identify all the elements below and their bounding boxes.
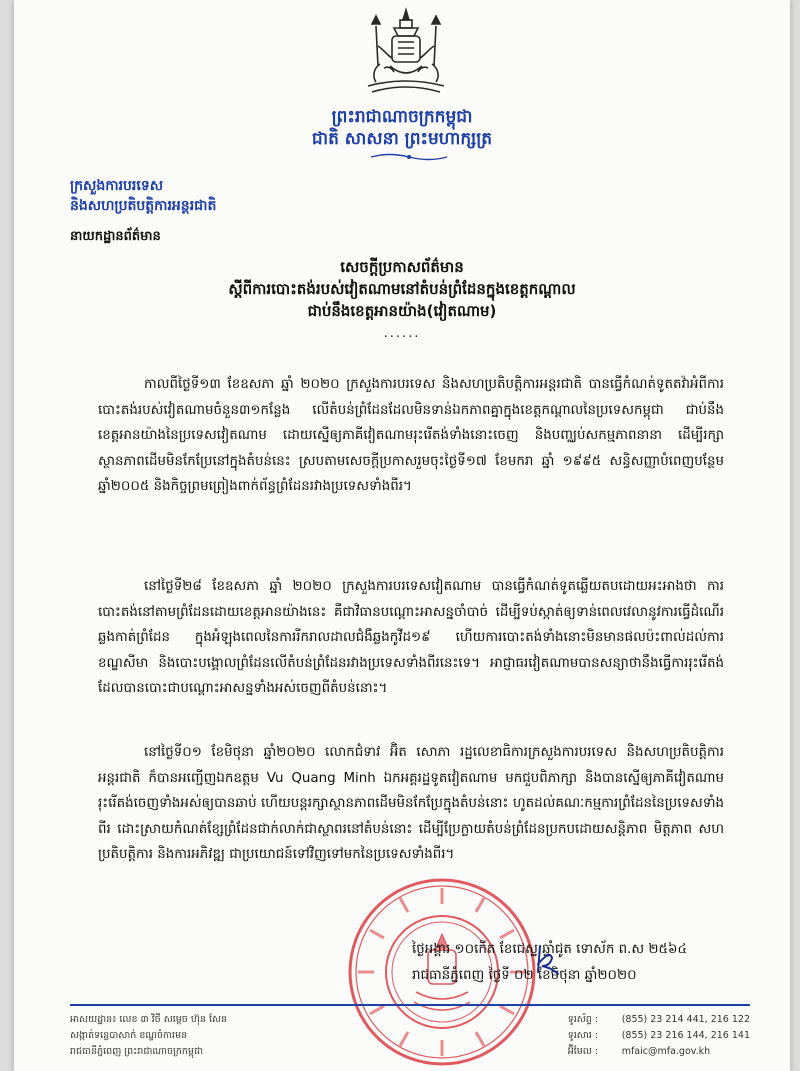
address-line-1: អាសយដ្ឋាន៖ លេខ ៣ វិថី សម្តេច ហ៊ុន សែន	[70, 1014, 228, 1025]
fax-row	[568, 1028, 750, 1044]
ministry-name-line2: និងសហប្រតិបត្តិការអន្តរជាតិ	[70, 198, 217, 214]
email-value: mfaic@mfa.gov.kh	[621, 1046, 711, 1057]
fax-label: ទូរសារ :	[567, 1030, 599, 1041]
address-line-2: សង្កាត់ទន្លេបាសាក់ ខណ្ឌចំការមន	[70, 1030, 188, 1041]
department-name: នាយកដ្ឋានព័ត៌មាន	[70, 229, 161, 244]
body-paragraph-2: នៅថ្ងៃទី២៨ ខែឧសភា ឆ្នាំ ២០២០ ក្រសួងការបរទេសវៀតណាម បានធ្វើកំណត់ទូតឆ្លើយតបដោយអះអាងថា ការបោះតង់នៅតាមព្រំដែនដោយខេត្តអានយ៉ាងនេះ គឺជាវិធានបណ្តោះអាសន្នចាំបាច់ ដើម្បីទប់ស្កាត់ឲ្យទាន់ពេលវេលានូវការធ្វើដំណើរឆ្លងកាត់ព្រំដែន ក្នុងអំឡុងពេលនៃការរីករាលដាលជំងឺឆ្លងកូវីដ១៩ ហើយការបោះតង់ទាំងនោះមិនមានផលប៉ះពាល់ដល់ការខណ្ឌសីមា និងបោះបង្គោលព្រំដែនលើតំបន់ព្រំដែនរវាងប្រទេសទាំងពីរនេះទេ។ អាជ្ញាធរវៀតណាមបានសន្យាថានឹងធ្វើការរុះរើតង់ដែលបានបោះជាបណ្តោះអាសន្នទាំងអស់ចេញពីតំបន់នោះ។	[98, 579, 724, 697]
address-line-3: រាជធានីភ្នំពេញ ព្រះរាជាណាចក្រកម្ពុជា	[70, 1046, 203, 1057]
footer-contacts	[568, 1012, 750, 1060]
document-subject-line2: ជាប់នឹងខេត្តអានយ៉ាង(វៀតណាម)	[307, 302, 497, 320]
body-paragraph-3	[98, 740, 724, 868]
footer-divider	[70, 1004, 750, 1006]
kingdom-motto: ជាតិ សាសនា ព្រះមហាក្សត្រ	[311, 129, 493, 149]
title-separator: ......	[383, 326, 421, 341]
phone-row	[568, 1012, 750, 1028]
email-label: អ៊ីមែល :	[567, 1046, 599, 1057]
fax-value: (855) 23 216 144, 216 141	[621, 1030, 750, 1041]
paragraph-3-text-b: ឯកអគ្គរដ្ឋទូតវៀតណាម មកជួបពិភាក្សា និងបានស្នើឲ្យភាគីវៀតណាមរុះរើតង់ចេញទាំងអស់ឲ្យបានឆាប់ ហើយបន្តរក្សាស្ថានភាពដើមមិនកែប្រែក្នុងតំបន់នោះ ហូតដល់គណៈកម្មការព្រំដែននៃប្រទេសទាំងពីរ ដោះស្រាយកំណត់ខ្សែព្រំដែនជាក់លាក់ជាស្ថាពរនៅតំបន់នោះ ដើម្បីប្រែក្លាយតំបន់ព្រំដែនប្រកបដោយសន្តិភាព មិត្តភាព សហប្រតិបត្តិការ និងការអភិវឌ្ឍ ជាប្រយោជន៍ទៅវិញទៅមកនៃប្រទេសទាំងពីរ។	[98, 770, 725, 863]
letter-page	[14, 0, 790, 1071]
ambassador-name: Vu Quang Minh	[266, 770, 376, 786]
phone-label: ទូរស័ព្ទ :	[567, 1014, 599, 1025]
footer-address	[70, 1012, 227, 1060]
phone-value: (855) 23 214 441, 216 122	[621, 1014, 750, 1025]
email-row	[568, 1044, 750, 1060]
letter-footer	[70, 1004, 750, 1064]
body-paragraph-1: កាលពីថ្ងៃទី១៣ ខែឧសភា ឆ្នាំ ២០២០ ក្រសួងការបរទេស និងសហប្រតិបត្តិការអន្តរជាតិ បានធ្វើកំណត់ទូតតវ៉ាអំពីការបោះតង់របស់វៀតណាមចំនួន៣១កន្លែង លើតំបន់ព្រំដែនដែលមិនទាន់ឯកភាពគ្នាក្នុងខេត្តកណ្តាលនៃប្រទេសកម្ពុជា ជាប់នឹងខេត្តអានយ៉ាងនៃប្រទេសវៀតណាម ដោយស្នើឲ្យភាគីវៀតណាមរុះរើតង់ទាំងនោះចេញ និងបញ្ឈប់សកម្មភាពនានា ដើម្បីរក្សាស្ថានភាពដើមមិនកែប្រែនៅក្នុងតំបន់នេះ ស្របតាមសេចក្តីប្រកាសរួមចុះថ្ងៃទី១៧ ខែមករា ឆ្នាំ ១៩៩៥ សន្ធិសញ្ញាបំពេញបន្ថែម ឆ្នាំ២០០៥ និងកិច្ចព្រមព្រៀងពាក់ព័ន្ធព្រំដែនរវាងប្រទេសទាំងពីរ។	[98, 377, 724, 495]
issue-date: រាជធានីភ្នំពេញ ថ្ងៃទី ០២ ខែមិថុនា ឆ្នាំ២០២០	[412, 968, 637, 983]
paragraph-3-text-a: នៅថ្ងៃទី០១ ខែមិថុនា ឆ្នាំ២០២០ លោកជំទាវ អ៊ិត សោភា រដ្ឋលេខាធិការក្រសួងការបរទេស និងសហប្រតិបត្តិការអន្តរជាតិ ក៏បានអញ្ជើញឯកឧត្តម	[98, 745, 724, 786]
lunar-date: ថ្ងៃអង្គារ ១០កើត ខែជេស្ឋ ឆ្នាំជូត ទោស័ក ព.ស ២៥៦៤	[412, 942, 687, 957]
kingdom-name: ព្រះរាជាណាចក្រកម្ពុជា	[331, 107, 473, 127]
document-title: សេចក្តីប្រកាសព័ត៌មាន	[340, 258, 464, 276]
handwritten-signature-icon	[528, 936, 572, 980]
royal-coat-of-arms-icon	[354, 6, 458, 98]
document-subject-line1: ស្តីពីការបោះតង់របស់វៀតណាមនៅតំបន់ព្រំដែនក្នុងខេត្តកណ្តាល	[228, 280, 576, 298]
ornament-divider-icon	[369, 152, 449, 162]
ministry-name-line1: ក្រសួងការបរទេស	[70, 178, 164, 194]
